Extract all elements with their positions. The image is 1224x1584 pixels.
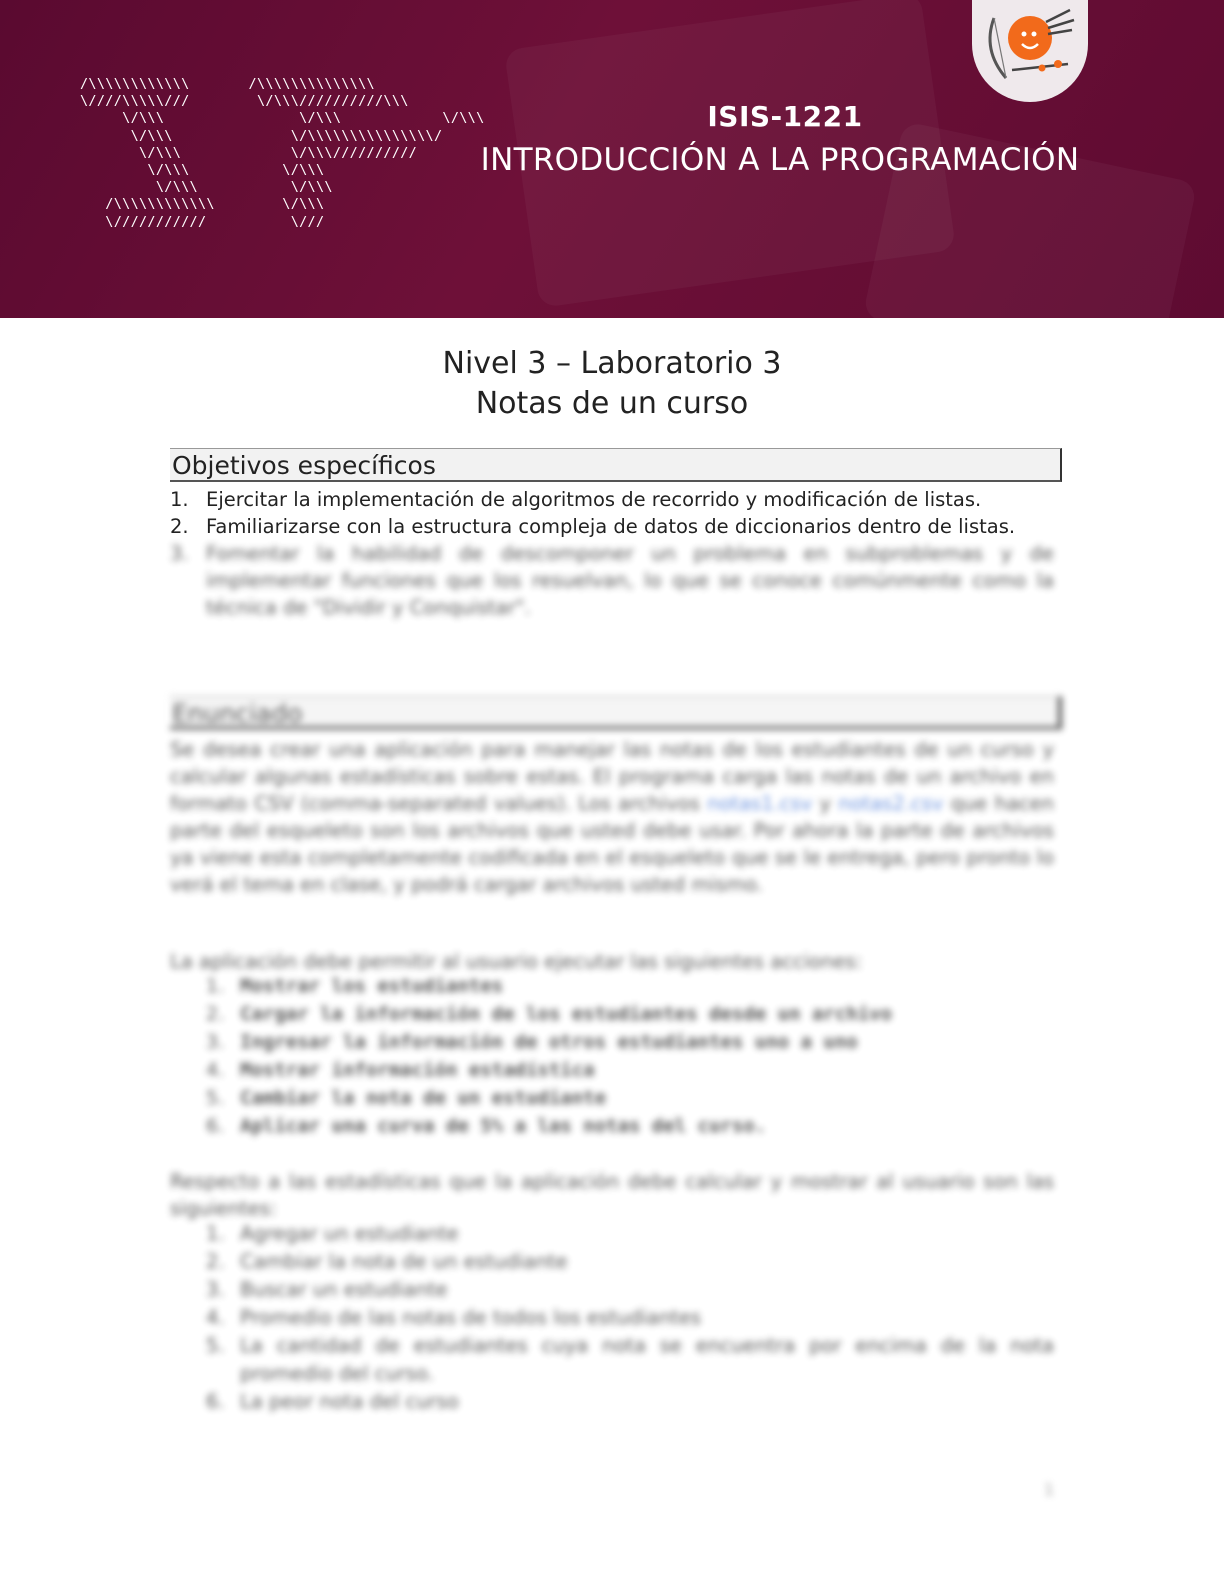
- list-text: Cargar la información de los estudiantes desde un archivo: [240, 1003, 893, 1025]
- document-title: [300, 344, 924, 424]
- list-text: Aplicar una curva de 5% a las notas del curso.: [240, 1115, 767, 1137]
- list-number: 1.: [206, 1222, 225, 1245]
- estadisticas-list: [206, 1220, 1054, 1416]
- paragraph-text: y: [812, 792, 839, 815]
- list-number: 3.: [170, 542, 189, 565]
- title-line-1: Nivel 3 – Laboratorio 3: [442, 346, 782, 381]
- list-number: 2.: [206, 1003, 225, 1025]
- list-item: [206, 1332, 1054, 1388]
- list-number: 1.: [170, 488, 189, 511]
- list-number: 6.: [206, 1115, 225, 1137]
- list-text: Familiarizarse con la estructura compleja de datos de diccionarios dentro de listas.: [206, 515, 1016, 538]
- list-text: Ingresar la información de otros estudiantes uno a uno: [240, 1031, 858, 1053]
- list-text: Ejercitar la implementación de algoritmos de recorrido y modificación de listas.: [206, 488, 982, 511]
- section-heading-objetivos: Objetivos específicos: [170, 448, 1062, 482]
- paragraph-text: Se desea crear una aplicación para manejar las notas de los estudiantes de un curso y calcular algunas estadísticas sobre estas. El programa carga las notas de un archivo en formato CSV (comma-separated values). Los archivos: [170, 738, 1054, 815]
- list-number: 3.: [206, 1278, 225, 1301]
- objetivos-list: [170, 486, 1054, 621]
- list-item: [206, 1388, 1054, 1416]
- course-code: ISIS-1221: [707, 100, 863, 133]
- list-number: 1.: [206, 975, 225, 997]
- list-item: [170, 540, 1054, 621]
- file-link-notas2[interactable]: notas2.csv: [838, 792, 944, 815]
- paragraph-text: que hacen parte del esqueleto son los archivos que usted debe usar. Por ahora la parte de archivos ya viene esta completamente codificada en el esqueleto que se le entrega, pero pronto lo verá el tema en clase, y podrá cargar archivos usted mismo.: [170, 792, 1055, 896]
- list-number: 6.: [206, 1390, 225, 1413]
- file-link-notas1[interactable]: notas1.csv: [707, 792, 813, 815]
- list-text: Mostrar información estadística: [240, 1059, 595, 1081]
- list-number: 5.: [206, 1087, 225, 1109]
- list-item: [206, 1248, 1054, 1276]
- list-item: [206, 1276, 1054, 1304]
- list-item: [206, 1220, 1054, 1248]
- list-number: 3.: [206, 1031, 225, 1053]
- list-number: 2.: [170, 515, 189, 538]
- list-item: [206, 1028, 1054, 1056]
- enunciado-paragraph: [170, 736, 1054, 898]
- section-heading-enunciado: Enunciado: [170, 696, 1062, 730]
- list-item: [206, 1056, 1054, 1084]
- page-number: 1: [1044, 1480, 1055, 1499]
- list-text: La peor nota del curso: [240, 1390, 459, 1413]
- list-item: [206, 1000, 1054, 1028]
- list-item: [170, 513, 1054, 540]
- list-text: Promedio de las notas de todos los estudiantes: [240, 1306, 701, 1329]
- list-item: [170, 486, 1054, 513]
- list-item: [206, 1112, 1054, 1140]
- archer-mascot-icon: [972, 0, 1088, 102]
- list-text: Cambiar la nota de un estudiante: [240, 1250, 568, 1273]
- acciones-list: [206, 972, 1054, 1140]
- list-text: La cantidad de estudiantes cuya nota se encuentra por encima de la nota promedio del curso.: [240, 1334, 1054, 1385]
- title-line-2: Notas de un curso: [475, 386, 749, 421]
- estadisticas-intro: Respecto a las estadísticas que la aplicación debe calcular y mostrar al usuario son las siguientes:: [170, 1170, 1054, 1220]
- list-text: Buscar un estudiante: [240, 1278, 448, 1301]
- header-banner: [0, 0, 1224, 318]
- list-item: [206, 972, 1054, 1000]
- acciones-intro: La aplicación debe permitir al usuario ejecutar las siguientes acciones:: [170, 950, 863, 973]
- list-text: Cambiar la nota de un estudiante: [240, 1087, 607, 1109]
- list-text: Agregar un estudiante: [240, 1222, 459, 1245]
- list-item: [206, 1084, 1054, 1112]
- ip-ascii-logo: /\\\\\\\\\\\\ /\\\\\\\\\\\\\\ \////\\\\\/// \/\\\//////////\\\ \/\\\ \/\\\ \/\\\ \/\\\ \/\\\\\\\\\\\\\\\/ \/\\\ \/\\\////////// \/\\\ \/\\\ \/\\\ \/\\\ /\\\\\\\\\\\\ \/\\\ \/////////// \///: [80, 76, 485, 230]
- course-name: INTRODUCCIÓN A LA PROGRAMACIÓN: [480, 142, 1080, 178]
- list-item: [206, 1304, 1054, 1332]
- list-number: 2.: [206, 1250, 225, 1273]
- list-text: Mostrar los estudiantes: [240, 975, 504, 997]
- list-number: 5.: [206, 1334, 225, 1357]
- list-number: 4.: [206, 1306, 225, 1329]
- list-text: Fomentar la habilidad de descomponer un problema en subproblemas y de implementar funciones que los resuelvan, lo que se conoce comúnmente como la técnica de "Dividir y Conquistar".: [206, 542, 1054, 619]
- list-number: 4.: [206, 1059, 225, 1081]
